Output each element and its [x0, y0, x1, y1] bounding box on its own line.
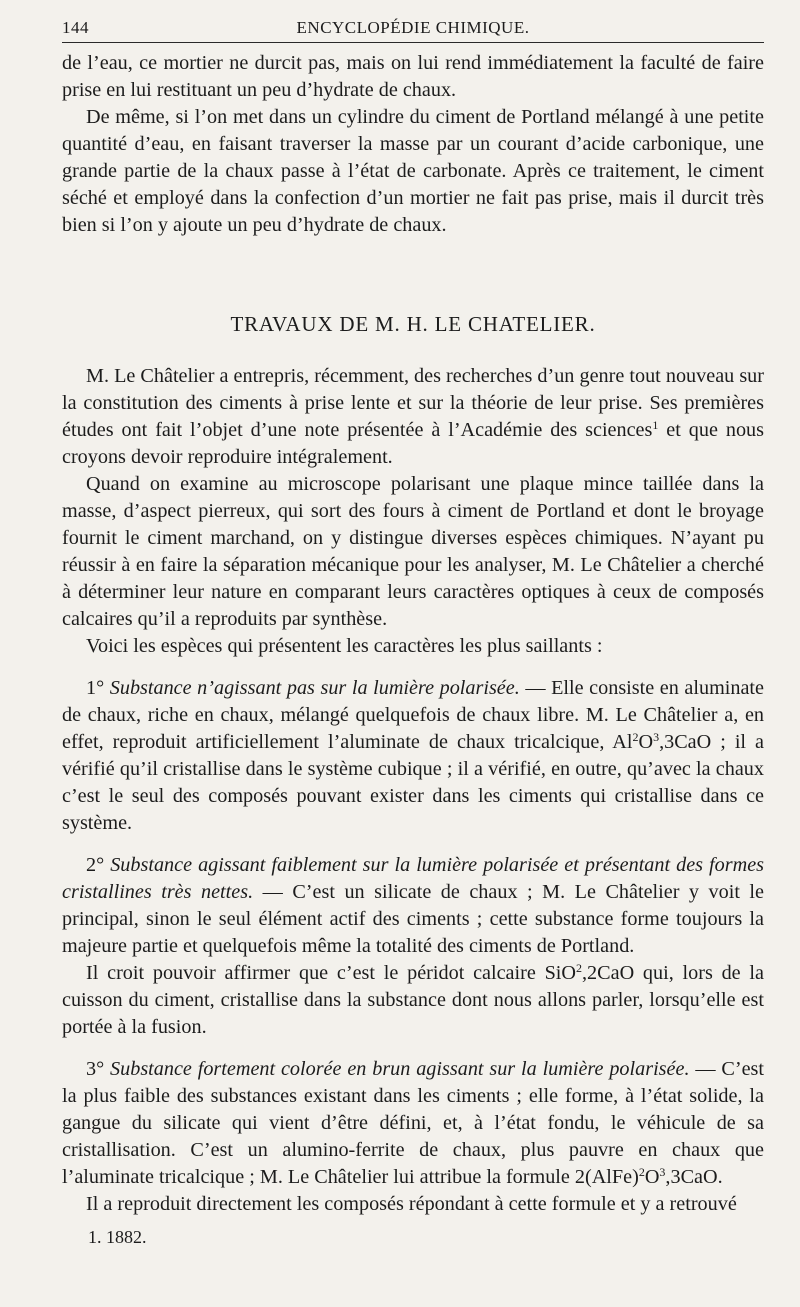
paragraph: Voici les espèces qui présentent les caractères les plus saillants :	[86, 635, 603, 657]
running-head	[62, 18, 764, 43]
page-number: 144	[62, 18, 89, 37]
paragraph: de l’eau, ce mortier ne durcit pas, mais on lui rend immédiatement la faculté de faire prise en lui restituant un peu d’hydrate de chaux.	[62, 52, 764, 101]
paragraph: Il croit pouvoir affirmer que c’est le péridot calcaire SiO$^2$,2CaO qui, lors de la cuisson du ciment, cristallise dans la substance dont nous allons parler, lorsqu’elle est portée à la fusion.	[62, 961, 764, 1038]
paragraph: Il a reproduit directement les composés répondant à cette formule et y a retrouvé	[86, 1193, 737, 1215]
footnote: 1. 1882.	[88, 1227, 147, 1247]
footnote-marker: 1	[652, 418, 659, 432]
paragraph: M. Le Châtelier a entrepris, récemment, des recherches d’un genre tout nouveau sur la constitution des ciments à prise lente et sur la théorie de leur prise. Ses premières études ont fait l’objet d’une note présentée à l’Académie des sciences$^1$ et que nous croyons devoir reproduire intégralement.	[62, 365, 765, 468]
paragraph: Quand on examine au microscope polarisant une plaque mince taillée dans la masse, d’aspect pierreux, qui sort des fours à ciment de Portland et dont le broyage fournit le ciment marchand, on y distingue diverses espèces chimiques. N’ayant pu réussir à en faire la séparation mécanique pour les analyser, M. Le Châtelier a cherché à déterminer leur nature en comparant leurs caractères optiques à ceux de composés calcaires qu’il a reproduits par synthèse.	[62, 473, 764, 630]
page-body	[62, 50, 764, 1218]
item-heading: Substance agissant faiblement sur la lumière polarisée et présentant des formes cristallines très nettes.	[62, 854, 765, 903]
item-heading: Substance n’agissant pas sur la lumière polarisée.	[109, 677, 520, 699]
list-item: 3° Substance fortement colorée en brun agissant sur la lumière polarisée. — C’est la plus faible des substances existant dans les ciments ; elle forme, à l’état solide, la gangue du silicate qui vient d’être défini, et, à l’état fondu, le véhicule de sa cristallisation. C’est un alumino-ferrite de chaux, plus pauvre en chaux que l’aluminate tricalcique ; M. Le Châtelier lui attribue la formule $2(AlFe)^2O^3,3CaO$.	[62, 1058, 765, 1188]
section-title: TRAVAUX DE M. H. LE CHATELIER.	[230, 312, 596, 336]
paragraph: De même, si l’on met dans un cylindre du ciment de Portland mélangé à une petite quantité d’eau, en faisant traverser la masse par un courant d’acide carbonique, une grande partie de la chaux passe à l’état de carbonate. Après ce traitement, le ciment séché et employé dans la confection d’un mortier ne fait pas prise, mais il durcit très bien si l’on y ajoute un peu d’hydrate de chaux.	[62, 106, 764, 236]
list-item: 2° Substance agissant faiblement sur la lumière polarisée et présentant des formes cristallines très nettes. — C’est un silicate de chaux ; M. Le Châtelier y voit le principal, sinon le seul élément actif des ciments ; cette substance forme toujours la majeure partie et quelquefois même la totalité des ciments de Portland.	[62, 854, 765, 957]
list-item: 1° Substance n’agissant pas sur la lumière polarisée. — Elle consiste en aluminate de chaux, riche en chaux, mélangé quelquefois de chaux libre. M. Le Châtelier a, en effet, reproduit artificiellement l’aluminate de chaux tricalcique, $Al^2O^3,3CaO$ ; il a vérifié qu’il cristallise dans le système cubique ; il a vérifié, en outre, qu’avec la chaux c’est le seul des composés pouvant exister dans les ciments qui cristallise dans ce système.	[62, 677, 765, 834]
item-heading: Substance fortement colorée en brun agissant sur la lumière polarisée.	[110, 1058, 690, 1080]
running-title: ENCYCLOPÉDIE CHIMIQUE.	[296, 18, 530, 37]
